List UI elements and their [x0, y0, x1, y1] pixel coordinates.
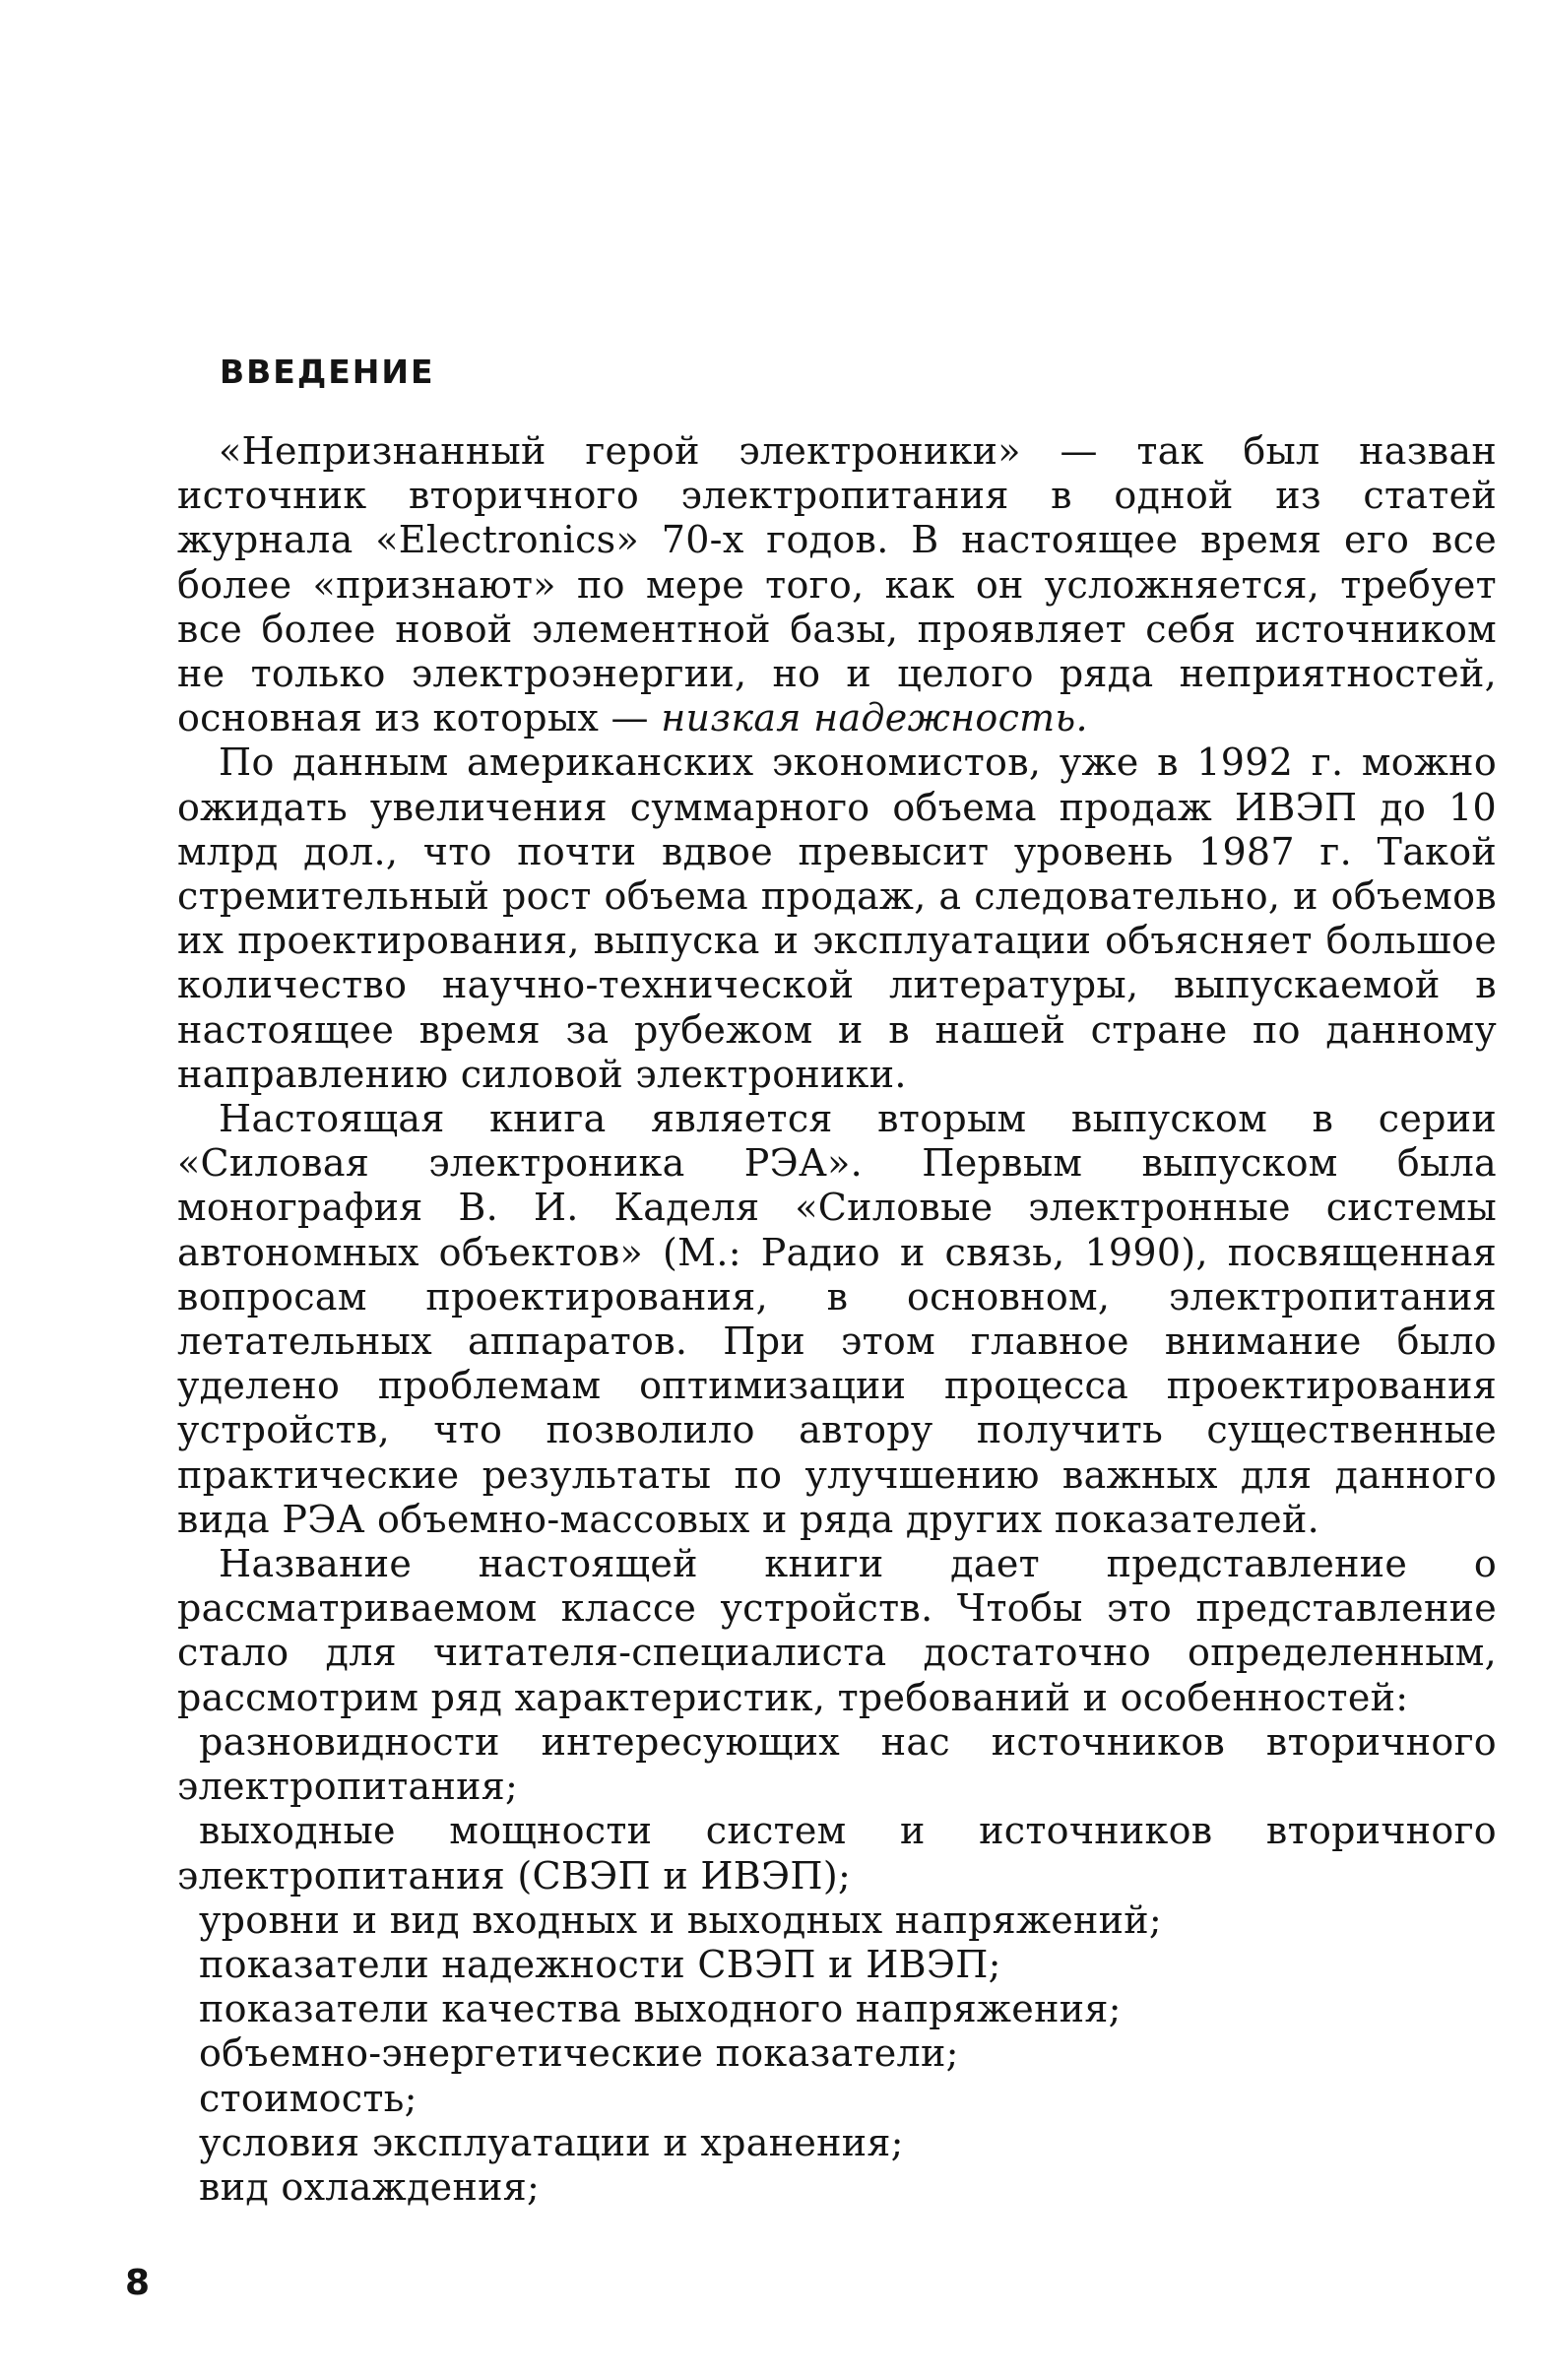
paragraph-3: Настоящая книга является вторым выпуском в серии «Силовая электроника РЭА». Первым выпуском была монография В. И. Каделя «Силовые электронные системы автономных объектов» (М.: Радио и связь, 1990), посвященная вопросам проектирования, в основном, электропитания летательных аппаратов. При этом главное внимание было уделено проблемам оптимизации процесса проектирования устройств, что позволило автору получить существенные практические результаты по улучшению важных для данного вида РЭА объемно-массовых и ряда других показателей.: [177, 1097, 1497, 1541]
page-number: 8: [125, 2263, 151, 2303]
list-item: вид охлаждения;: [199, 2164, 541, 2209]
list-item: условия эксплуатации и хранения;: [199, 2120, 904, 2164]
list-item: стоимость;: [199, 2076, 418, 2120]
paragraph-2: По данным американских экономистов, уже в 1992 г. можно ожидать увеличения суммарного объема продаж ИВЭП до 10 млрд дол., что почти вдвое превысит уровень 1987 г. Такой стремительный рост объема продаж, а следовательно, и объемов их проектирования, выпуска и эксплуатации объясняет большое количество научно-технической литературы, выпускаемой в настоящее время за рубежом и в нашей стране по данному направлению силовой электроники.: [177, 740, 1497, 1096]
list-item: объемно-энергетические показатели;: [199, 2031, 959, 2076]
list-item: показатели качества выходного напряжения;: [199, 1987, 1122, 2031]
paragraph-1-emphasis: низкая надежность.: [661, 696, 1088, 740]
list-item: разновидности интересующих нас источников вторичного электропитания;: [177, 1719, 1497, 1809]
list-item: выходные мощности систем и источников вторичного электропитания (СВЭП и ИВЭП);: [177, 1809, 1497, 1898]
paragraph-1-text: «Непризнанный герой электроники» — так был назван источник вторичного электропитания в одной из статей журнала «Electronics» 70-х годов. В настоящее время его все более «признают» по мере того, как он усложняется, требует все более новой элементной базы, проявляет себя источником не только электроэнергии, но и целого ряда неприятностей, основная из которых —: [177, 429, 1497, 740]
paragraph-1: [177, 429, 1497, 740]
paragraph-4: Название настоящей книги дает представление о рассматриваемом классе устройств. Чтобы это представление стало для читателя-специалиста достаточно определенным, рассмотрим ряд характеристик, требований и особенностей:: [177, 1542, 1497, 1719]
section-heading: ВВЕДЕНИЕ: [220, 353, 435, 391]
body-text: [177, 429, 1497, 2210]
list-item: показатели надежности СВЭП и ИВЭП;: [199, 1942, 1001, 1986]
list-item: уровни и вид входных и выходных напряжений;: [199, 1898, 1163, 1942]
